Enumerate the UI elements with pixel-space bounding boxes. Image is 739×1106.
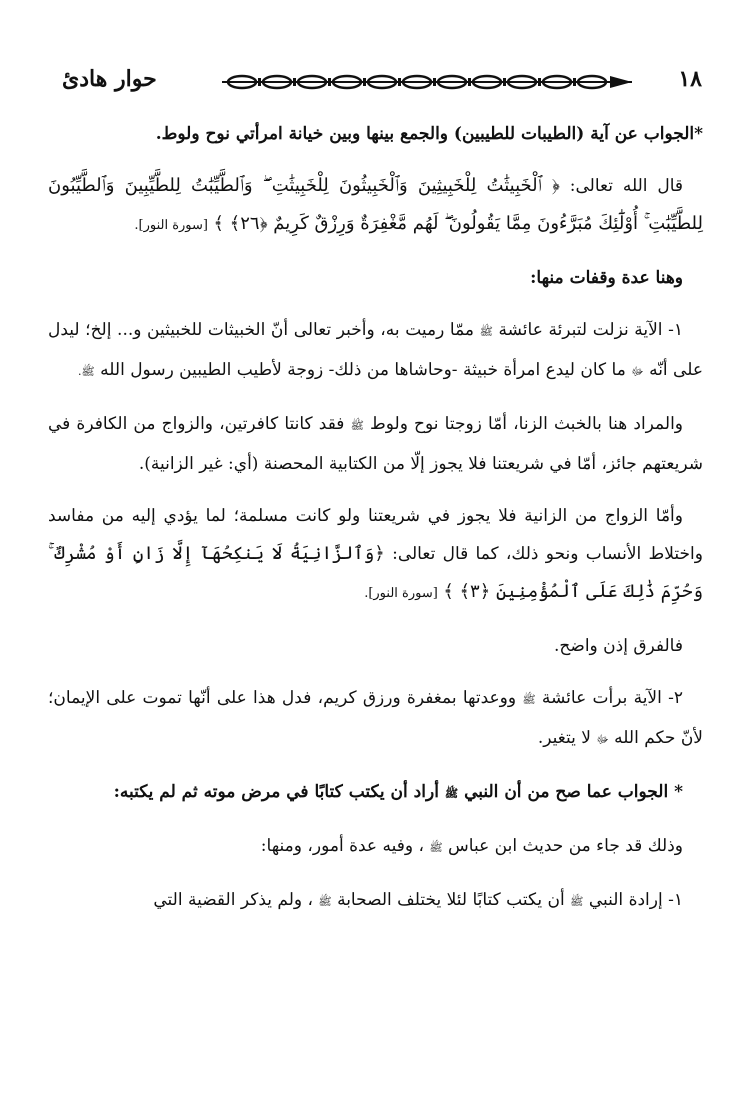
page-header (62, 62, 702, 102)
page-body (48, 115, 703, 935)
verse-reference: [سورة النور]. (364, 586, 438, 601)
verse-reference: [سورة النور]. (134, 218, 208, 233)
honorific-glyph: ﷺ (350, 419, 364, 432)
paragraph-text: والمراد هنا بالخبث الزنا، أمّا زوجتا نوح ولوط (370, 414, 683, 434)
quran-verse: ﴿ ٱلْخَبِيثَٰتُ لِلْخَبِيثِينَ وَٱلْخَبِيثُونَ لِلْخَبِيثَٰتِ ۖ وَٱلطَّيِّبَٰتُ لِلطَّيِّبِينَ وَٱلطَّيِّبُونَ لِلطَّيِّبَٰتِ ۚ أُوْلَٰٓئِكَ مُبَرَّءُونَ مِمَّا يَقُولُونَ ۖ لَهُم مَّغْفِرَةٌ وَرِزْقٌ كَرِيمٌ ﴿٢٦﴾ ﴾ (48, 175, 703, 234)
quran-paragraph (48, 167, 703, 245)
paragraph-text: فالفرق إذن واضح. (554, 636, 683, 656)
paragraph-text: ممّا رميت به، وأخبر تعالى أنّ الخبيثات للخبيثين و... إلخ؛ ليدل على أنّه (48, 320, 703, 380)
heading-text: * الجواب عما صح من أن النبي (464, 782, 683, 802)
heading-text: أراد أن يكتب كتابًا في مرض موته ثم لم يكتبه: (113, 782, 439, 802)
subheading-text: وهنا عدة وقفات منها: (530, 268, 683, 288)
paragraph-text: وأمّا الزواج من الزانية فلا يجوز في شريعتنا ولو كانت مسلمة؛ لما يؤدي إليه من مفاسد واختلاط الأنساب ونحو ذلك، كما قال تعالى: (48, 506, 703, 564)
paragraph-text: ١- الآية نزلت لتبرئة عائشة (498, 320, 684, 340)
quran-intro: قال الله تعالى: (569, 176, 683, 196)
paragraph-text: ، ولم يذكر القضية التي (153, 890, 313, 910)
subheading (48, 259, 703, 297)
paragraph-text: ما كان ليدع امرأة خبيثة -وحاشاها من ذلك- زوجة لأطيب الطيبين رسول الله (100, 360, 626, 380)
paragraph-hadith-point-1 (48, 881, 703, 921)
running-title: حوار هادئ (62, 66, 157, 92)
paragraph-hadith-intro (48, 827, 703, 867)
honorific-glyph: ﷺ (522, 693, 536, 706)
paragraph-point-1 (48, 311, 703, 391)
paragraph-conclusion (48, 627, 703, 665)
paragraph-text: ٢- الآية برأت عائشة (541, 688, 683, 708)
paragraph-text: أن يكتب كتابًا لئلا يختلف الصحابة (337, 890, 565, 910)
honorific-glyph: ﷻ (596, 733, 609, 746)
honorific-glyph: ﷻ (631, 365, 644, 378)
paragraph-text: وذلك قد جاء من حديث ابن عباس (448, 836, 683, 856)
heading-text: *الجواب عن آية (الطيبات للطيبين) والجمع بينها وبين خيانة امرأتي نوح ولوط. (155, 124, 703, 144)
honorific-glyph: ﷺ. (77, 365, 95, 378)
section-heading (48, 115, 703, 153)
honorific-glyph: ﷺ (318, 895, 332, 908)
page-number: ١٨ (678, 66, 702, 92)
paragraph-text: ، وفيه عدة أمور، ومنها: (260, 836, 424, 856)
chain-ornament-icon (222, 72, 632, 92)
section-heading-2 (48, 773, 703, 813)
paragraph-text: ١- إرادة النبي (588, 890, 683, 910)
paragraph-text: فقد كانتا كافرتين، والزواج من الكافرة في شريعتهم جائز، أمّا في شريعتنا فلا يجوز إلّا من الكتابية المحصنة (أي: غير الزانية). (48, 414, 703, 474)
honorific-glyph: ﷺ (570, 895, 584, 908)
honorific-glyph: ﷺ (429, 841, 443, 854)
paragraph-text: ووعدتها بمغفرة ورزق كريم، فدل هذا على أنّها تموت على الإيمان؛ لأنّ حكم الله (48, 688, 703, 748)
quran-verse: ﴿وَٱلزَّانِيَةُ لَا يَنكِحُهَآ إِلَّا زَانٍ أَوْ مُشْرِكٌ ۚ وَحُرِّمَ ذَٰلِكَ عَلَى ٱلْمُؤْمِنِينَ ﴿٣﴾ ﴾ (48, 543, 703, 602)
honorific-glyph: ﷺ (479, 325, 493, 338)
paragraph-marriage (48, 497, 703, 613)
paragraph-explanation (48, 405, 703, 483)
paragraph-point-2 (48, 679, 703, 759)
honorific-glyph: ﷺ (444, 787, 459, 800)
paragraph-text: لا يتغير. (537, 728, 591, 748)
